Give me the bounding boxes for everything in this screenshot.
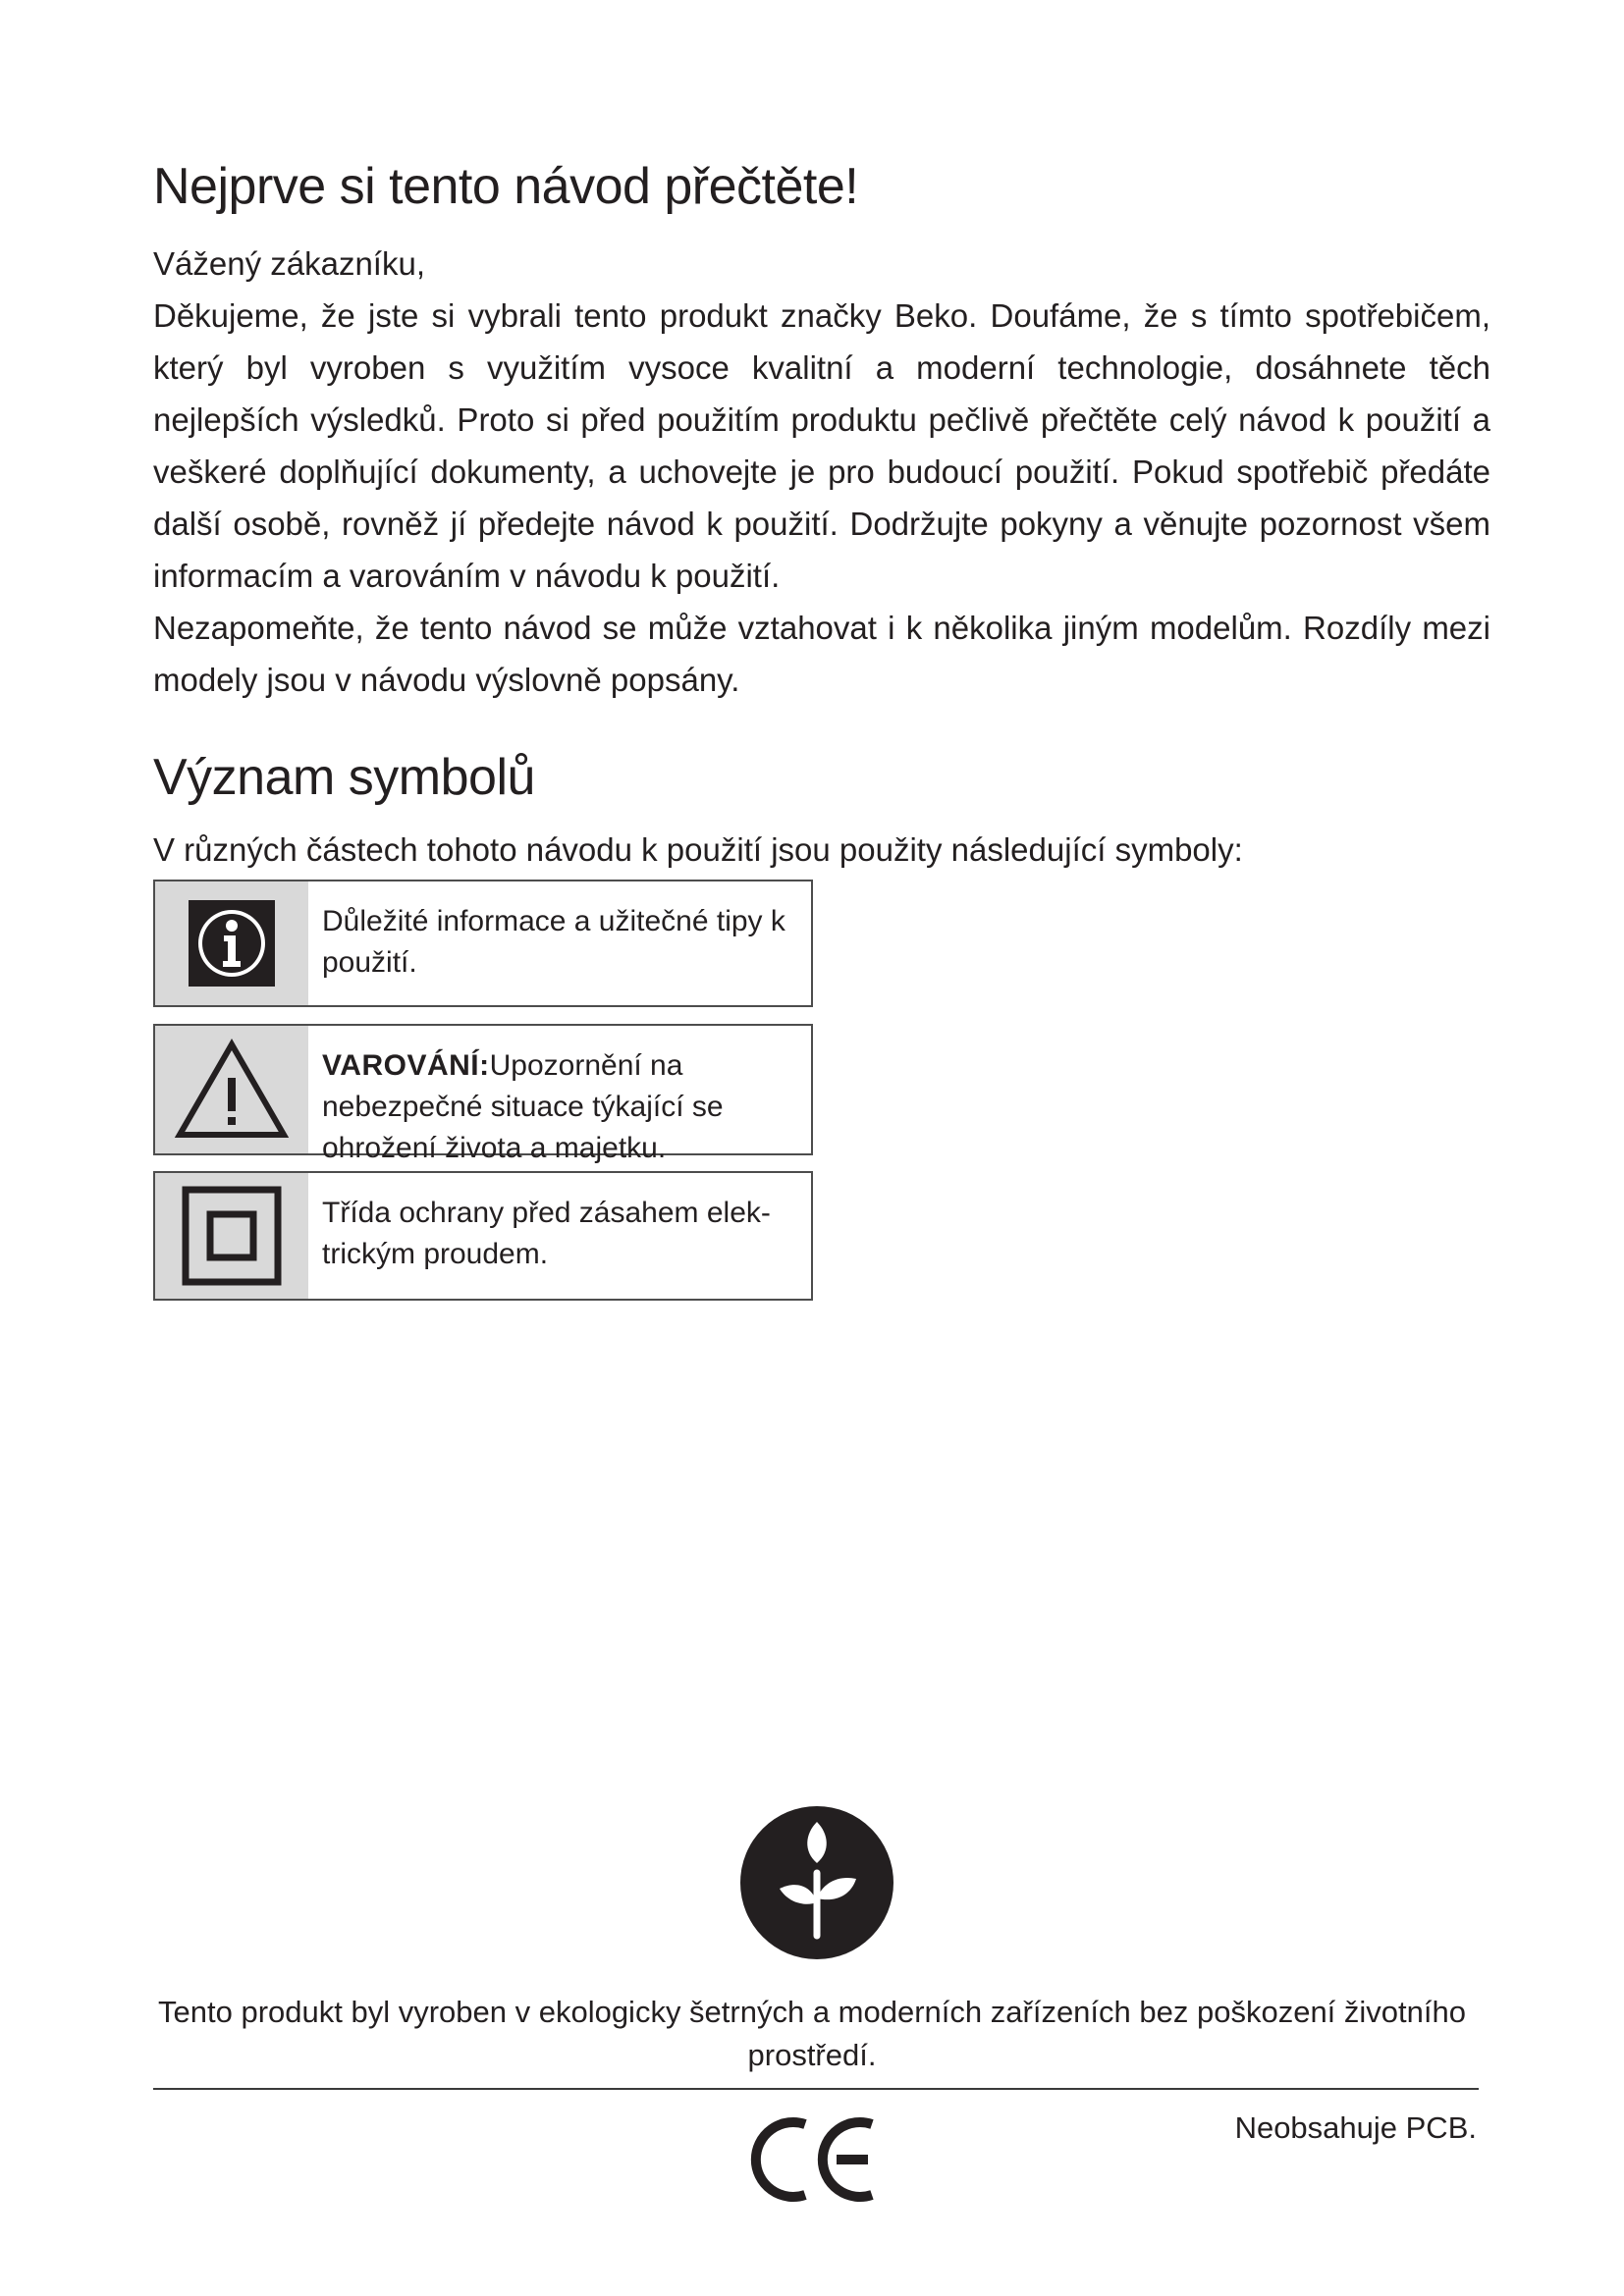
warning-icon: [174, 1039, 290, 1141]
intro-paragraph-1: Děkujeme, že jste si vybrali tento produkt značky Beko. Doufáme, že s tímto spotřebičem, který byl vyroben s využitím vysoce kvalitní a moderní technologie, dosáhnete těch nejlepších výsledků. Proto si před použitím produktu pečlivě přečtěte celý návod k použití a veškeré doplňující dokumenty, a uchovejte je pro budoucí použití. Pokud spotřebič předáte další osobě, rovněž jí předejte návod k použití. Dodržujte pokyny a věnujte pozornost všem informacím a varováním v návodu k použití.: [153, 297, 1490, 594]
symbols-heading: Význam symbolů: [153, 749, 535, 806]
symbol-box-warning: [153, 1024, 813, 1164]
symbol-box-info: [153, 880, 813, 1007]
symbol-icon-cell: [155, 1173, 308, 1299]
symbols-intro: V různých částech tohoto návodu k použití jsou použity následující symboly:: [153, 831, 1243, 868]
double-insulation-icon: [181, 1185, 283, 1287]
leaf-eco-icon: [738, 1804, 895, 1961]
symbol-description: Třída ochrany před zásahem elek-trickým proudem.: [322, 1197, 771, 1270]
info-icon: [185, 896, 279, 990]
footer-divider: [153, 2088, 1479, 2090]
symbol-description: Upozornění na nebezpečné situace týkající se ohrožení života a majetku.: [322, 1049, 724, 1164]
symbol-text-class2: [308, 1173, 811, 1299]
page-title: Nejprve si tento návod přečtěte!: [153, 158, 859, 215]
symbol-icon-cell: [155, 881, 308, 1005]
ce-mark-icon: [746, 2110, 884, 2209]
warning-label: VAROVÁNÍ:: [322, 1049, 490, 1082]
intro-greeting: Vážený zákazníku,: [153, 245, 425, 282]
symbol-description: Důležité informace a užitečné tipy k použití.: [322, 905, 785, 979]
symbol-text-warning: [308, 1026, 811, 1164]
eco-statement: Tento produkt byl vyroben v ekologicky šetrných a moderních zařízeních bez poškození životního prostředí.: [158, 1995, 1466, 2072]
pcb-note: Neobsahuje PCB.: [1234, 2110, 1477, 2145]
symbol-text-info: [308, 881, 811, 1005]
symbol-icon-cell: [155, 1026, 308, 1153]
intro-paragraph-2: Nezapomeňte, že tento návod se může vztahovat i k několika jiným modelům. Rozdíly mezi modely jsou v návodu výslovně popsány.: [153, 610, 1490, 698]
symbol-box-class2: [153, 1171, 813, 1301]
intro-section: [153, 238, 1490, 706]
